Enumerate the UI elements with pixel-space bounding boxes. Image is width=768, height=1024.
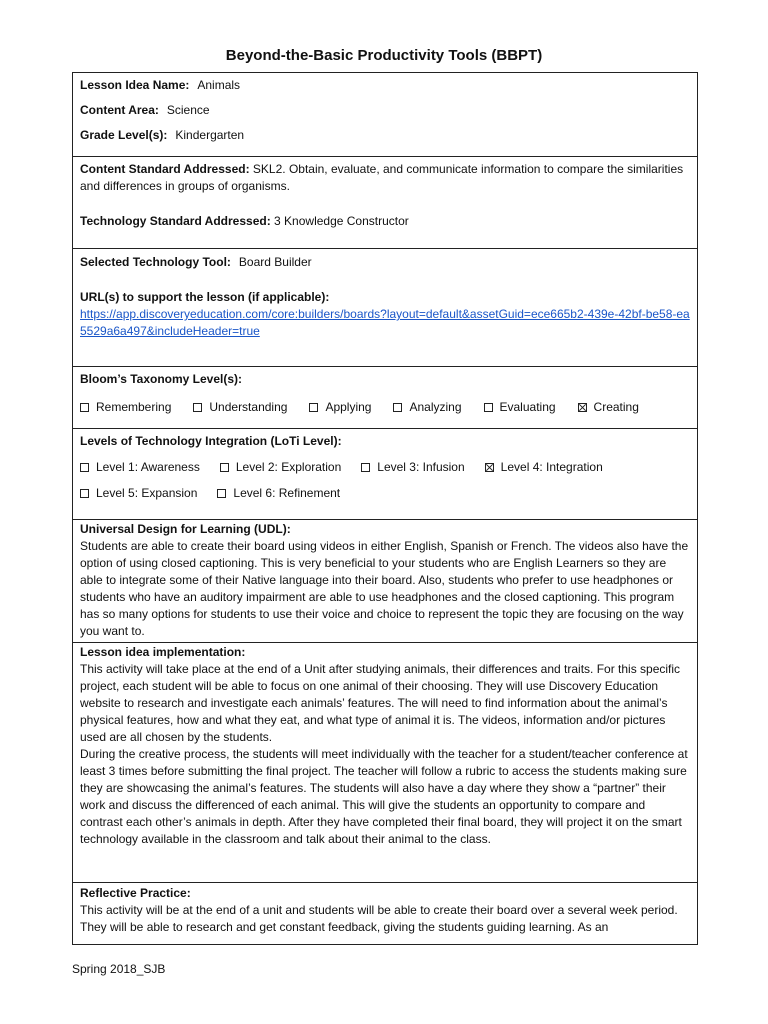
checkbox-option[interactable]	[217, 485, 340, 502]
blooms-section	[73, 367, 697, 429]
unchecked-box-icon[interactable]	[193, 403, 202, 412]
tech-tool-value: Board Builder	[238, 255, 312, 269]
lesson-name-value: Animals	[197, 78, 241, 92]
checkbox-option[interactable]	[485, 459, 603, 476]
unchecked-box-icon[interactable]	[393, 403, 402, 412]
checkbox-label: Analyzing	[409, 399, 462, 414]
checkbox-label: Level 3: Infusion	[377, 459, 465, 474]
checkbox-label: Evaluating	[499, 399, 556, 414]
blooms-options	[80, 394, 690, 420]
checkbox-label: Remembering	[96, 399, 172, 414]
checkbox-option[interactable]	[309, 399, 371, 416]
checkbox-option[interactable]	[80, 485, 197, 502]
lesson-name-row	[80, 73, 690, 98]
udl-section	[73, 520, 697, 643]
grade-level-label: Grade Level(s):	[80, 128, 168, 142]
udl-label: Universal Design for Learning (UDL):	[80, 522, 291, 536]
implementation-label: Lesson idea implementation:	[80, 645, 246, 659]
checkbox-label: Understanding	[209, 399, 288, 414]
loti-options-row-2	[80, 480, 690, 506]
url-label: URL(s) to support the lesson (if applicable):	[80, 290, 330, 304]
implementation-paragraph-2: During the creative process, the students will meet individually with the teacher for a student/teacher conference at least 3 times before submitting the final project. The teacher will follow a rubric to access the students making sure they are showcasing the animal’s features. The students will also have a day where they show a “partner” their work and discuss the differenced of each animal. This will give the students an opportunity to compare and contrast each other’s animals in depth. After they have completed their final board, they will project it on the smart technology available in the classroom and talk about their animal to the class.	[80, 747, 688, 846]
checkbox-label: Level 5: Expansion	[96, 485, 198, 500]
technology-tool-section	[73, 249, 697, 367]
implementation-paragraph-1: This activity will take place at the end of a Unit after studying animals, their differences and traits. For this specific project, each student will be able to focus on one animal of their choosing. They will use Discovery Education website to research and investigate each animals’ features. The will need to find information about the animal’s physical features, how and what they eat, and what type of animal it is. The videos, information and/or pictures used are all chosen by the students.	[80, 662, 681, 744]
unchecked-box-icon[interactable]	[80, 463, 89, 472]
tech-tool-label: Selected Technology Tool:	[80, 255, 231, 269]
lesson-table	[72, 72, 698, 945]
checkbox-label: Level 1: Awareness	[96, 459, 200, 474]
checkbox-label: Applying	[325, 399, 372, 414]
reflective-label: Reflective Practice:	[80, 886, 191, 900]
unchecked-box-icon[interactable]	[217, 489, 226, 498]
loti-options-row-1	[80, 454, 690, 480]
tech-standard	[80, 213, 690, 230]
lesson-name-label: Lesson Idea Name:	[80, 78, 190, 92]
lesson-info-section	[73, 73, 697, 157]
checkbox-option[interactable]	[220, 459, 341, 476]
implementation-section	[73, 643, 697, 883]
checkbox-option[interactable]	[80, 459, 200, 476]
blooms-label: Bloom’s Taxonomy Level(s):	[80, 372, 243, 386]
checkbox-label: Creating	[593, 399, 639, 414]
checkbox-option[interactable]	[578, 399, 639, 416]
content-area-label: Content Area:	[80, 103, 159, 117]
checked-box-icon[interactable]	[578, 403, 587, 412]
reflective-text: This activity will be at the end of a unit and students will be able to create their board over a several week period. They will be able to research and get constant feedback, giving the students guiding learning. As an	[80, 903, 678, 934]
unchecked-box-icon[interactable]	[361, 463, 370, 472]
lesson-url-link[interactable]: https://app.discoveryeducation.com/core:builders/boards?layout=default&assetGuid=ece665b2-439e-42bf-be58-ea5529a6a497&includeHeader=true	[80, 307, 690, 338]
tech-standard-label: Technology Standard Addressed:	[80, 214, 271, 228]
unchecked-box-icon[interactable]	[220, 463, 229, 472]
unchecked-box-icon[interactable]	[484, 403, 493, 412]
checkbox-option[interactable]	[361, 459, 464, 476]
unchecked-box-icon[interactable]	[80, 489, 89, 498]
checkbox-label: Level 6: Refinement	[233, 485, 341, 500]
tech-standard-value: 3 Knowledge Constructor	[274, 214, 409, 228]
content-area-row	[80, 98, 690, 123]
tech-tool	[80, 254, 690, 271]
content-standard-label: Content Standard Addressed:	[80, 162, 250, 176]
checkbox-option[interactable]	[193, 399, 287, 416]
document-title: Beyond-the-Basic Productivity Tools (BBPT)	[225, 47, 543, 64]
grade-level-row	[80, 123, 690, 148]
checkbox-option[interactable]	[484, 399, 556, 416]
checked-box-icon[interactable]	[485, 463, 494, 472]
unchecked-box-icon[interactable]	[80, 403, 89, 412]
standards-section	[73, 157, 697, 249]
loti-label: Levels of Technology Integration (LoTi Level):	[80, 434, 342, 448]
footer-text: Spring 2018_SJB	[72, 962, 166, 976]
unchecked-box-icon[interactable]	[309, 403, 318, 412]
checkbox-label: Level 4: Integration	[500, 459, 603, 474]
content-standard-value: SKL2. Obtain, evaluate, and communicate information to compare the similarities and differences in groups of organisms.	[80, 162, 684, 193]
content-area-value: Science	[166, 103, 210, 117]
loti-section	[73, 429, 697, 520]
udl-text: Students are able to create their board using videos in either English, Spanish or French. The videos also have the option of using closed captioning. This is very beneficial to your students who are English Learners so they are able to integrate some of their Native language into their board. Also, students who prefer to use headphones or students who have an auditory impairment are able to use headphones and the closed captioning. This program has so many options for students to use their voice and choice to represent the topic they are focusing on the way you want to.	[80, 539, 689, 638]
content-standard	[80, 161, 690, 195]
checkbox-option[interactable]	[80, 399, 171, 416]
reflective-section	[73, 883, 697, 936]
checkbox-option[interactable]	[393, 399, 461, 416]
checkbox-label: Level 2: Exploration	[235, 459, 342, 474]
grade-level-value: Kindergarten	[175, 128, 245, 142]
